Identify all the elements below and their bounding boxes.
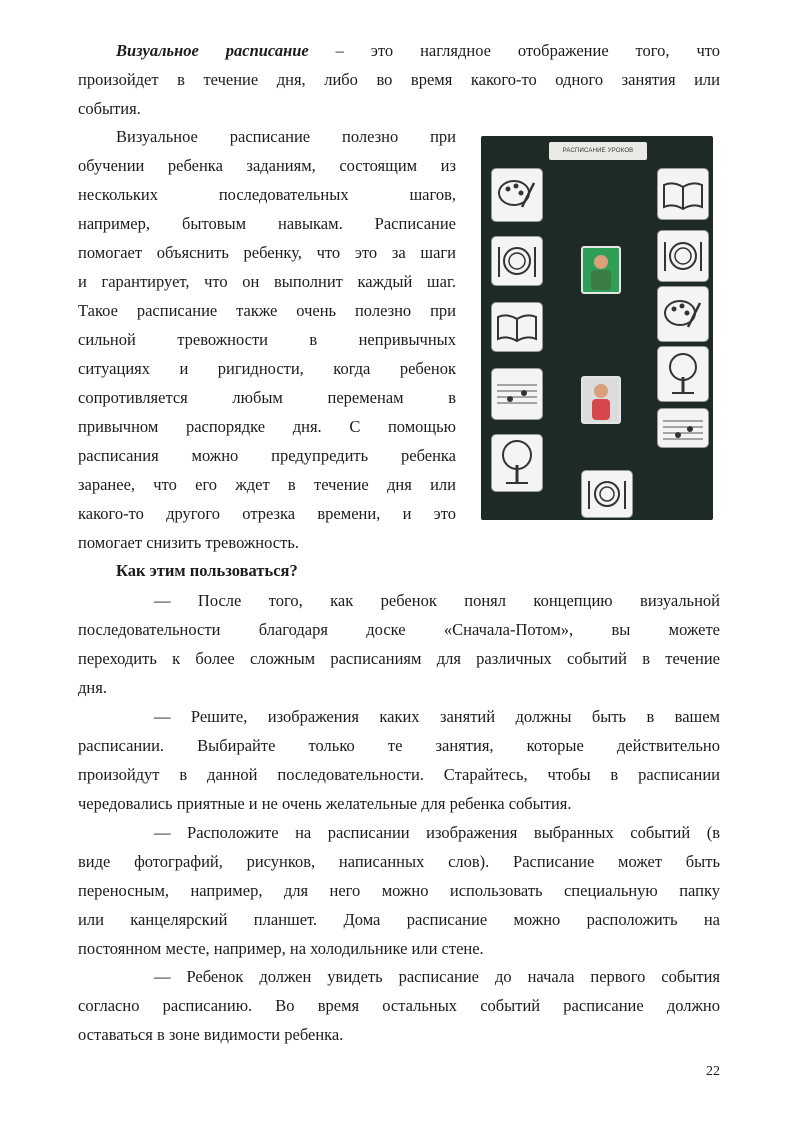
intro-paragraph: [78, 36, 720, 123]
palette-card: [491, 168, 543, 222]
plate-icon: [658, 231, 708, 281]
palette-icon: [658, 287, 708, 341]
plate-icon: [492, 237, 542, 285]
bullet-line: — Решите, изображения каких занятий должны быть в вашем: [154, 707, 720, 726]
palette-icon: [492, 169, 542, 221]
bullet-line: произойдут в данной последовательности. Старайтесь, чтобы в расписании: [78, 765, 720, 784]
book-card: [657, 168, 709, 220]
plate-icon: [582, 471, 632, 517]
paragraph-line: помогает объяснить ребенку, что это за шаги: [78, 243, 456, 262]
paragraph-line: обучении ребенка заданиям, состоящим из: [78, 156, 456, 175]
bullet-line: оставаться в зоне видимости ребенка.: [78, 1025, 344, 1044]
book-card: [491, 302, 543, 352]
music-card: [491, 368, 543, 420]
bullet-paragraph: [78, 586, 720, 702]
bullet-line: — Расположите на расписании изображения выбранных событий (в: [154, 823, 720, 842]
plate-card: [491, 236, 543, 286]
bullet-paragraph: [78, 818, 720, 963]
tree-card: [657, 346, 709, 402]
bullet-line: — Ребенок должен увидеть расписание до начала первого события: [154, 967, 720, 986]
section-heading: Как этим пользоваться?: [116, 561, 298, 580]
paragraph-line: расписания можно предупредить ребенка: [78, 446, 456, 465]
page-number: 22: [706, 1064, 720, 1079]
bullet-paragraph: [78, 702, 720, 818]
paragraph-line: заранее, что его ждет в течение дня или: [78, 475, 456, 494]
bullet-line: — После того, как ребенок понял концепцию визуальной: [154, 591, 720, 610]
paragraph-line: ситуациях и ригидности, когда ребенок: [78, 359, 456, 378]
bullet-line: расписании. Выбирайте только те занятия, которые действительно: [78, 736, 720, 755]
bullet-line: переносным, например, для него можно использовать специальную папку: [78, 881, 720, 900]
paragraph-line: какого-то другого отрезка времени, и это: [78, 504, 456, 523]
bullet-line: переходить к более сложным расписаниям для различных событий в течение: [78, 649, 720, 668]
paragraph-line: привычном распорядке дня. С помощью: [78, 417, 456, 436]
paragraph-line: и гарантирует, что он выполнит каждый шаг.: [78, 272, 456, 291]
palette-card: [657, 286, 709, 342]
tree-icon: [492, 435, 542, 491]
tree-card: [491, 434, 543, 492]
paragraph-line: например, бытовым навыкам. Расписание: [78, 214, 456, 233]
paragraph-line: Визуальное расписание полезно при: [116, 127, 456, 146]
paragraph-line: сильной тревожности в непривычных: [78, 330, 456, 349]
music-card: [657, 408, 709, 448]
intro-line-text: – это наглядное отображение того, что: [335, 41, 720, 60]
intro-line: [78, 36, 720, 65]
bullet-line: постоянном месте, например, на холодильнике или стене.: [78, 939, 484, 958]
child-photo-icon: [583, 378, 619, 422]
music-notes-icon: [658, 409, 708, 447]
book-icon: [658, 169, 708, 219]
plate-card: [581, 470, 633, 518]
intro-line: события.: [78, 99, 141, 118]
intro-term: Визуальное расписание: [116, 41, 309, 60]
child-photo-card: [581, 246, 621, 294]
schedule-board: [481, 136, 713, 520]
paragraph-line: нескольких последовательных шагов,: [78, 185, 456, 204]
schedule-board-photo: [473, 130, 719, 526]
bullet-paragraph: [78, 962, 720, 1049]
paragraph-line: помогает снизить тревожность.: [78, 533, 299, 552]
music-notes-icon: [492, 369, 542, 419]
tree-icon: [658, 347, 708, 401]
schedule-paragraph: [78, 122, 456, 557]
bullet-line: чередовались приятные и не очень желательные для ребенка события.: [78, 794, 572, 813]
book-icon: [492, 303, 542, 351]
board-label: РАСПИСАНИЕ УРОКОВ: [549, 142, 647, 160]
bullet-line: последовательности благодаря доске «Сначала-Потом», вы можете: [78, 620, 720, 639]
bullet-line: дня.: [78, 678, 107, 697]
paragraph-line: Такое расписание также очень полезно при: [78, 301, 456, 320]
paragraph-line: сопротивляется любым переменам в: [78, 388, 456, 407]
child-photo-card: [581, 376, 621, 424]
bullet-line: согласно расписанию. Во время остальных событий расписание должно: [78, 996, 720, 1015]
intro-line: произойдет в течение дня, либо во время какого-то одного занятия или: [78, 70, 720, 89]
plate-card: [657, 230, 709, 282]
bullet-line: или канцелярский планшет. Дома расписание можно расположить на: [78, 910, 720, 929]
child-photo-icon: [583, 248, 619, 292]
bullet-line: виде фотографий, рисунков, написанных слов). Расписание может быть: [78, 852, 720, 871]
